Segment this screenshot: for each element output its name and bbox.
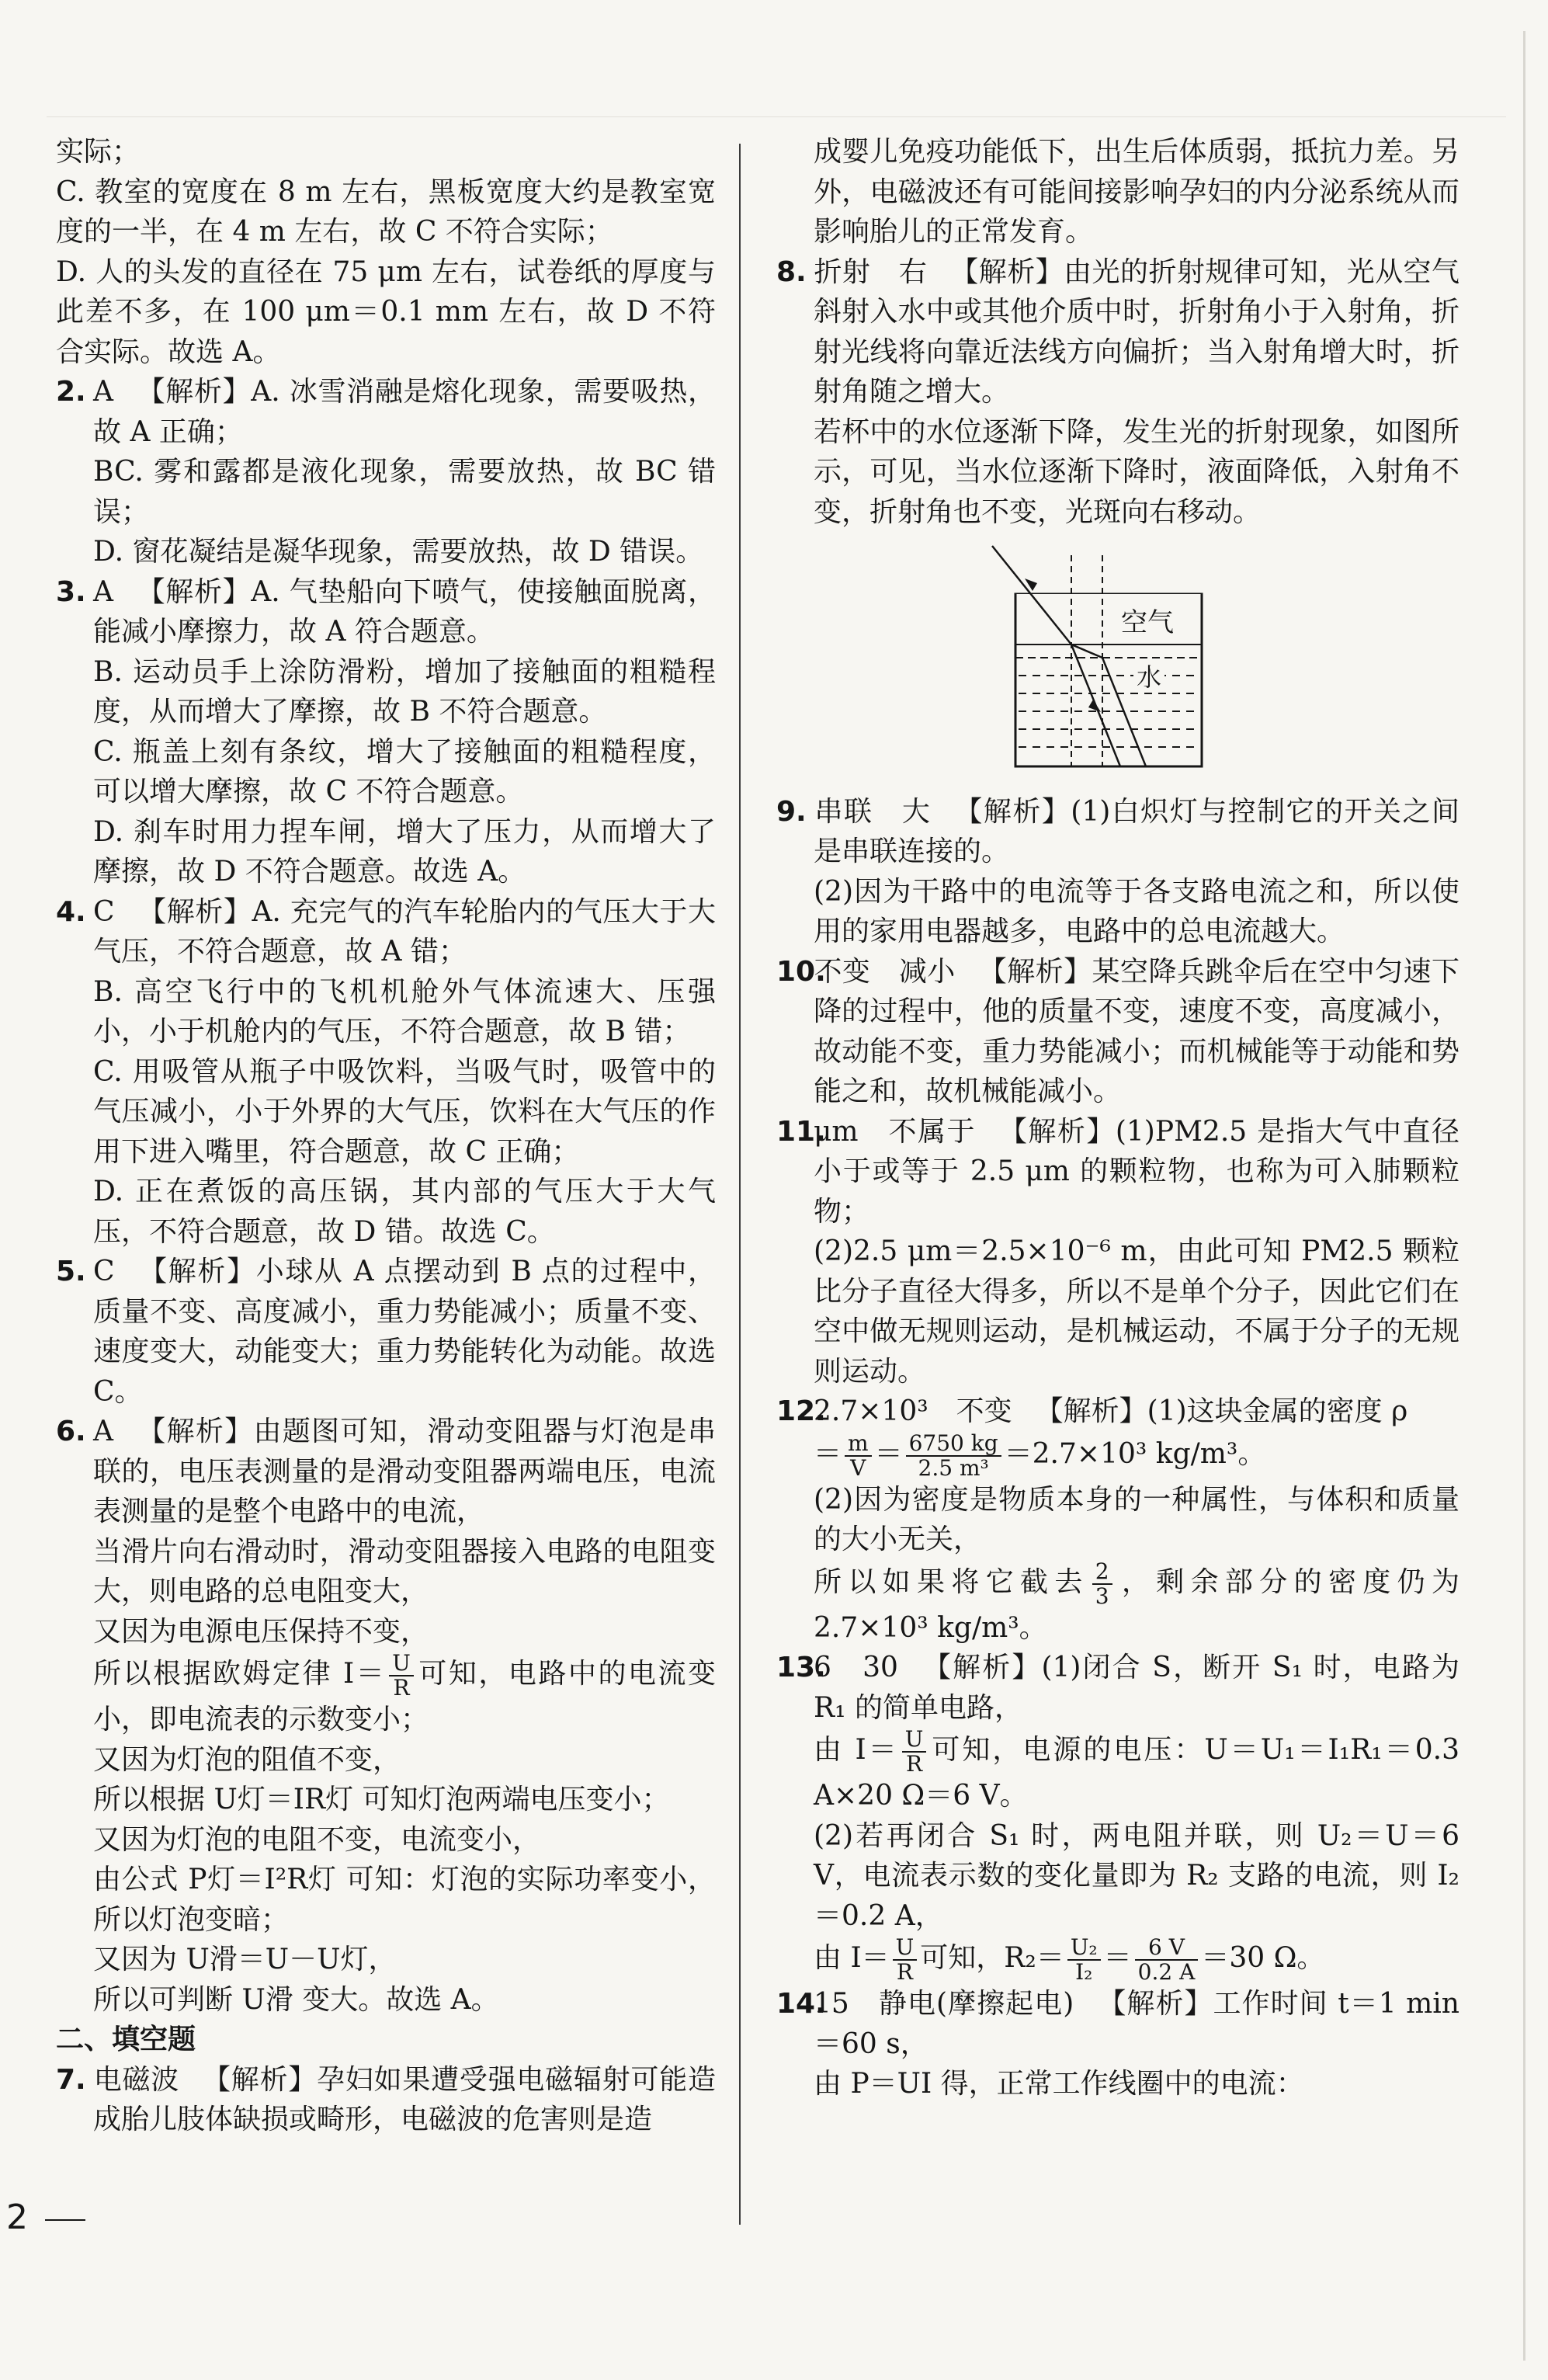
question-answer: A [93,575,113,608]
air-label: 空气 [1121,607,1174,638]
explanation-text: 【解析】(1)闭合 S，断开 S₁ 时，电路为 R₁ 的简单电路， [814,1652,1459,1724]
question-number: 7. [56,2063,86,2096]
question-answer: 不变 减小 [814,955,956,988]
question-number: 4. [56,895,86,928]
question-answer: C [93,1256,115,1287]
question-answer: A [93,1416,113,1447]
fraction-numerator: 2 [1092,1560,1112,1585]
question-item [56,372,716,452]
text-line: 又因为 U滑＝U－U灯， [93,1944,397,1975]
fraction [1135,1936,1199,1984]
text-line: D. 窗花凝结是凝华现象，需要放热，故 D 错误。 [93,536,704,568]
fraction-denominator: 3 [1095,1583,1109,1609]
question-answer: C [93,895,115,928]
formula-line [56,1652,716,1740]
formula-text: 所以根据欧姆定律 I＝ [93,1658,387,1690]
text-line: 实际； [56,136,141,168]
fraction [845,1432,872,1480]
formula-text: 由 I＝ [814,1734,899,1766]
question-item [56,1412,716,1532]
text-line: (2)若再闭合 S₁ 时，两电阻并联，则 U₂＝U＝6 V，电流表示数的变化量即为 R₂ 支路的电流，则 I₂＝0.2 A， [814,1819,1459,1932]
formula-line [776,1936,1459,1984]
explanation-text: 【解析】(1)白炽灯与控制它的开关之间是串联连接的。 [814,795,1459,867]
formula-text: 由 I＝ [814,1942,890,1974]
fraction [389,1652,414,1700]
fraction-denominator: 2.5 m³ [918,1454,989,1481]
formula-line [776,1560,1459,1649]
question-number: 14. [776,1988,826,2020]
text-line: 由公式 P灯＝I²R灯 可知：灯泡的实际功率变小，所以灯泡变暗； [93,1864,716,1936]
question-answer: μm 不属于 [814,1115,976,1148]
fraction [893,1936,918,1984]
fraction-denominator: V [850,1454,866,1481]
formula-text: ＝2.7×10³ kg/m³。 [1004,1437,1266,1470]
top-rule [47,116,1506,117]
explanation-text: 【解析】A. 冰雪消融是熔化现象，需要吸热，故 A 正确； [93,376,716,448]
explanation-text: 【解析】A. 充完气的汽车轮胎内的气压大于大气压，不符合题意，故 A 错； [93,895,716,968]
question-answer: 15 静电(摩擦起电) [814,1988,1074,2020]
question-item [776,1112,1459,1232]
fraction-numerator: U [389,1652,414,1676]
explanation-text: 【解析】孕妇如果遭受强电磁辐射可能造成胎儿肢体缺损或畸形，电磁波的危害则是造 [93,2063,716,2135]
fraction-denominator: R [896,1959,914,1985]
text-line: B. 运动员手上涂防滑粉，增加了接触面的粗糙程度，从而增大了摩擦，故 B 不符合题意。 [93,655,716,728]
fraction-denominator: I₂ [1075,1959,1093,1985]
formula-line [776,1432,1459,1480]
fraction-numerator: 6750 kg [906,1432,1001,1457]
text-line: 又因为电源电压保持不变， [93,1615,429,1648]
explanation-text: 【解析】由题图可知，滑动变阻器与灯泡是串联的，电压表测量的是滑动变阻器两端电压，电流表测量的是整个电路中的电流， [93,1416,716,1527]
formula-text: 可知，电源的电压：U＝U₁＝I₁R₁＝0.3 A×20 Ω＝6 V。 [814,1734,1459,1812]
page-number: 2 [6,2198,28,2237]
question-answer: 2.7×10³ 不变 [814,1395,1012,1427]
formula-line [776,1728,1459,1816]
question-item [56,2060,716,2140]
question-item [56,892,716,972]
explanation-text: 【解析】A. 气垫船向下喷气，使接触面脱离，能减小摩擦力，故 A 符合题意。 [93,575,716,648]
explanation-text: 【解析】(1)PM2.5 是指大气中直径小于或等于 2.5 μm 的颗粒物，也称为可入肺颗粒物； [814,1115,1459,1228]
question-number: 13. [776,1652,826,1683]
question-number: 10. [776,955,826,988]
explanation-text: 【解析】小球从 A 点摆动到 B 点的过程中，质量不变、高度减小，重力势能减小；质量不变、速度变大，动能变大；重力势能转化为动能。故选 C。 [93,1256,716,1408]
fraction-denominator: R [905,1751,923,1777]
fraction [1092,1560,1112,1608]
question-number: 2. [56,376,86,408]
question-item [776,792,1459,872]
text-line: D. 刹车时用力捏车闸，增大了压力，从而增大了摩擦，故 D 不符合题意。故选 A。 [93,815,716,888]
refraction-figure [984,540,1217,773]
page-edge [1523,31,1525,2361]
fraction-numerator: U [893,1936,918,1961]
text-line: B. 高空飞行中的飞机机舱外气体流速大、压强小，小于机舱内的气压，不符合题意，故 B 错； [93,975,716,1048]
explanation-text: 【解析】某空降兵跳伞后在空中匀速下降的过程中，他的质量不变，速度不变，高度减小，故动能不变，重力势能减小；而机械能等于动能和势能之和，故机械能减小。 [814,955,1459,1107]
cup-outline [1015,594,1202,766]
text-line: 所以可判断 U滑 变大。故选 A。 [93,1983,499,2016]
fraction [902,1728,927,1776]
water-label: 水 [1137,662,1162,692]
text-line: 由 P＝UI 得，正常工作线圈中的电流： [814,2068,1304,2100]
question-number: 6. [56,1416,86,1447]
question-answer: A [93,376,113,408]
formula-text: 可知，电路中的电流变小，即电流表的示数变小； [93,1658,716,1735]
formula-text: ＝ [814,1437,842,1470]
question-number: 3. [56,575,86,608]
question-number: 11. [776,1115,826,1148]
text-line: 若杯中的水位逐渐下降，发生光的折射现象，如图所示，可见，当水位逐渐下降时，液面降低，入射角不变，折射角也不变，光斑向右移动。 [814,415,1459,528]
question-item [776,1648,1459,1728]
text-line: (2)因为干路中的电流等于各支路电流之和，所以使用的家用电器越多，电路中的总电流越大。 [814,875,1459,947]
formula-text: ＝30 Ω。 [1201,1942,1325,1974]
text-line: 当滑片向右滑动时，滑动变阻器接入电路的电阻变大，则电路的总电阻变大， [93,1535,716,1607]
formula-text: ＝ [874,1437,903,1470]
page-number-dash [45,2219,85,2221]
question-number: 12. [776,1395,826,1427]
text-line: BC. 雾和露都是液化现象，需要放热，故 BC 错误； [93,456,716,528]
right-column [776,132,1459,2104]
question-item [56,572,716,652]
text-line: 又因为灯泡的电阻不变，电流变小， [93,1823,541,1856]
question-item [776,1984,1459,2064]
formula-text: ，剩余部分的密度仍为 2.7×10³ kg/m³。 [814,1565,1459,1644]
fraction [1067,1936,1101,1984]
text-line: 所以根据 U灯＝IR灯 可知灯泡两端电压变小； [93,1784,670,1815]
question-number: 5. [56,1256,86,1287]
formula-text: 所以如果将它截去 [814,1565,1089,1598]
question-item [56,1252,716,1412]
fraction-numerator: U₂ [1067,1936,1101,1961]
text-line: C. 教室的宽度在 8 m 左右，黑板宽度大约是教室宽度的一半，在 4 m 左右，故 C 不符合实际； [56,175,716,248]
column-divider [739,144,741,2225]
fraction-numerator: U [902,1728,927,1753]
explanation-text: 【解析】(1)这块金属的密度 ρ [1035,1395,1408,1427]
text-line: C. 瓶盖上刻有条纹，增大了接触面的粗糙程度，可以增大摩擦，故 C 不符合题意。 [93,735,716,808]
question-answer: 串联 大 [814,795,932,828]
fraction-denominator: R [393,1675,410,1701]
question-item [776,952,1459,1112]
text-line: 成婴儿免疫功能低下，出生后体质弱，抵抗力差。另外，电磁波还有可能间接影响孕妇的内分泌系统从而影响胎儿的正常发育。 [814,136,1459,248]
explanation-text: 【解析】由光的折射规律可知，光从空气斜射入水中或其他介质中时，折射角小于入射角，折射光线将向靠近法线方向偏折；当入射角增大时，折射角随之增大。 [814,255,1459,408]
text-line: C. 用吸管从瓶子中吸饮料，当吸气时，吸管中的气压减小，小于外界的大气压，饮料在大气压的作用下进入嘴里，符合题意，故 C 正确； [93,1055,716,1168]
formula-text: 可知，R₂＝ [920,1942,1064,1974]
formula-text: ＝ [1103,1942,1132,1974]
question-item [776,1392,1459,1432]
text-line: D. 人的头发的直径在 75 μm 左右，试卷纸的厚度与此差不多，在 100 μm＝0.1 mm 左右，故 D 不符合实际。故选 A。 [56,255,716,368]
explanation-text: 【解析】工作时间 t＝1 min＝60 s， [814,1988,1459,2060]
question-answer: 6 30 [814,1652,898,1683]
fraction-numerator: 6 V [1135,1936,1199,1961]
fraction-numerator: m [845,1432,872,1457]
text-line: D. 正在煮饭的高压锅，其内部的气压大于大气压，不符合题意，故 D 错。故选 C。 [93,1176,716,1248]
left-column [56,132,716,2140]
text-line: (2)因为密度是物质本身的一种属性，与体积和质量的大小无关， [814,1483,1459,1555]
question-number: 9. [776,795,807,828]
text-line: 又因为灯泡的阻值不变， [93,1743,401,1776]
fraction-denominator: 0.2 A [1137,1959,1196,1985]
question-number: 8. [776,255,807,288]
question-item [776,252,1459,412]
fraction [906,1432,1001,1480]
question-answer: 电磁波 [93,2063,180,2096]
text-line: (2)2.5 μm＝2.5×10⁻⁶ m，由此可知 PM2.5 颗粒比分子直径大得多，所以不是单个分子，因此它们在空中做无规则运动，是机械运动，不属于分子的无规则运动。 [814,1235,1459,1388]
question-answer: 折射 右 [814,255,928,288]
section-heading: 二、填空题 [56,2024,196,2055]
